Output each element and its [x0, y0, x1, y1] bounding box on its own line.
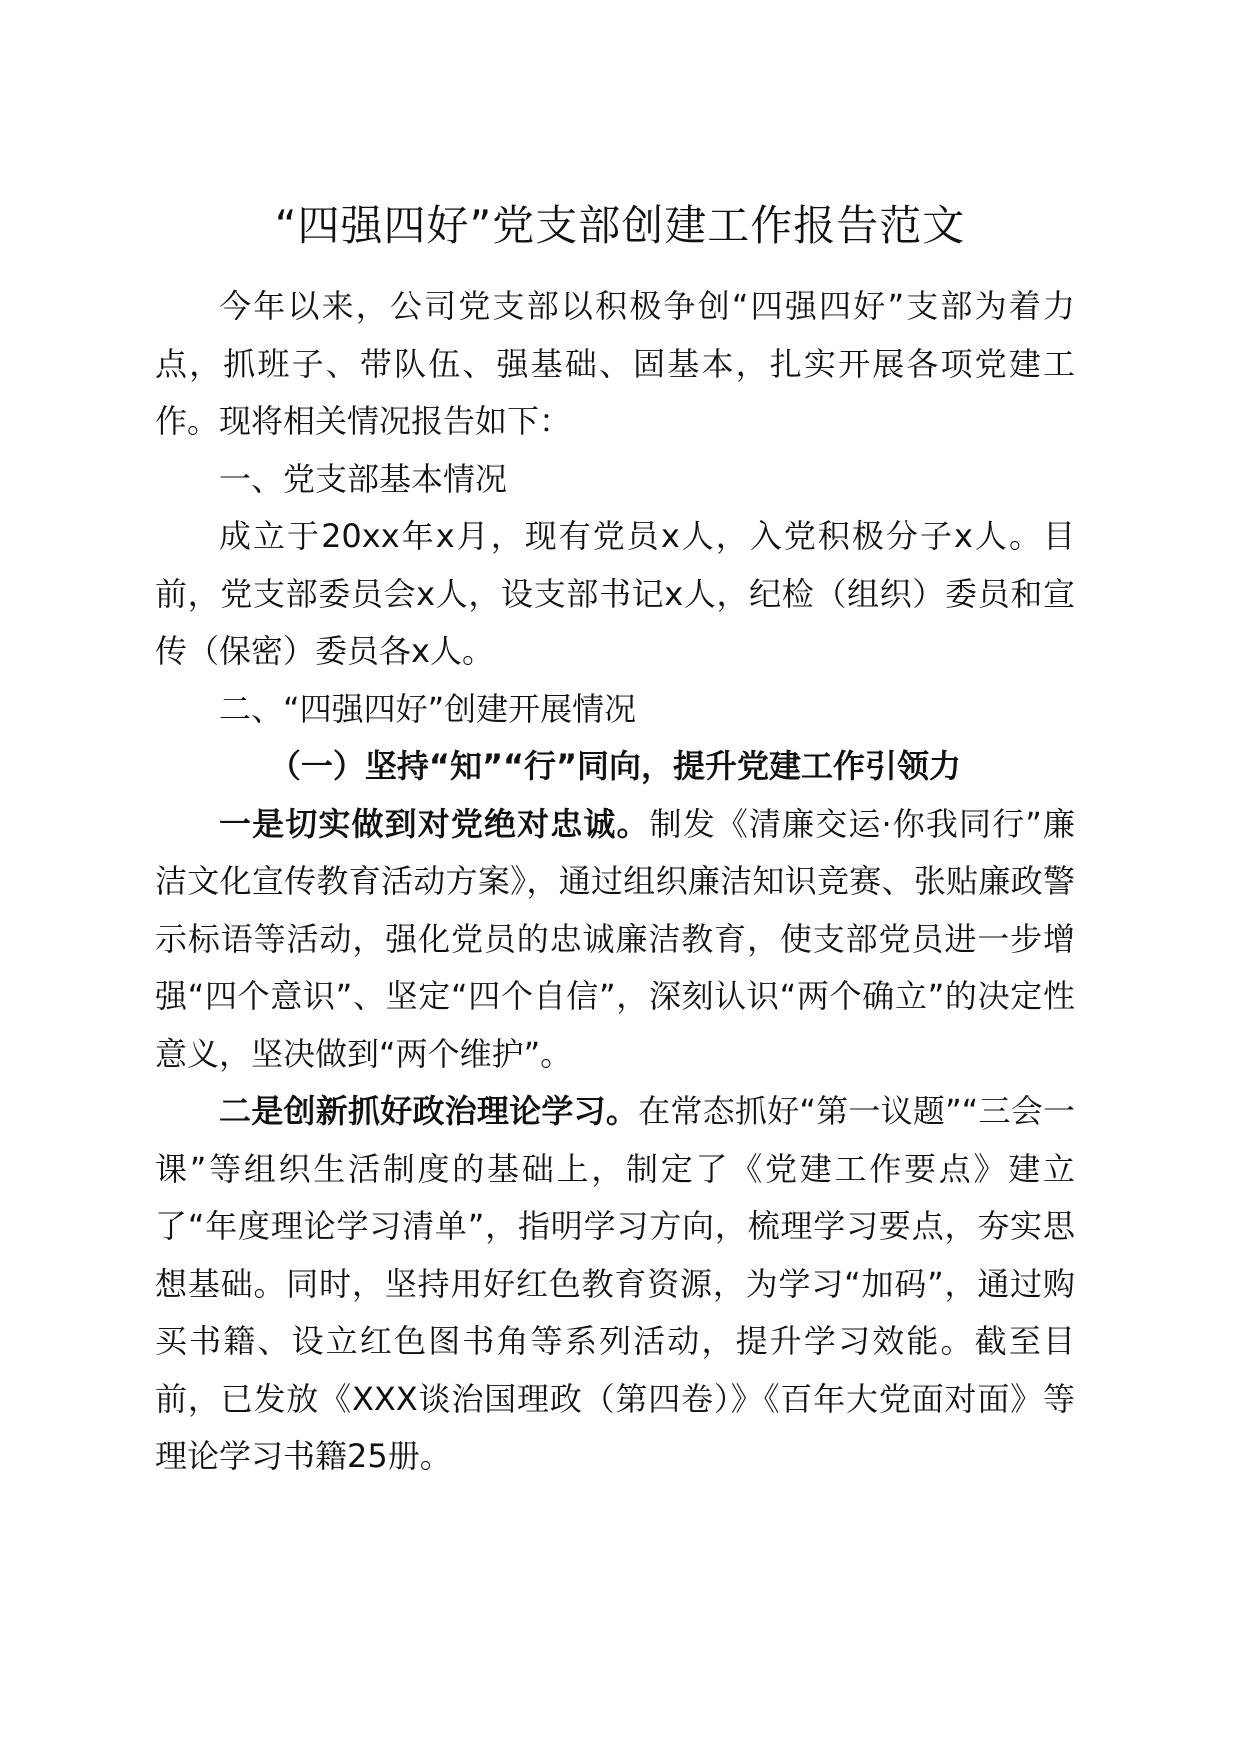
point-paragraph-1 — [155, 796, 1075, 1084]
document-body — [155, 278, 1075, 1486]
point-paragraph-2 — [155, 1083, 1075, 1486]
section-heading-creation: 二、“四强四好”创建开展情况 — [219, 689, 637, 728]
section-heading-basic-info: 一、党支部基本情况 — [219, 459, 508, 498]
point-lead-2: 二是创新抓好政治理论学习。 — [219, 1092, 639, 1130]
intro-paragraph: 今年以来，公司党支部以积极争创“四强四好”支部为着力点，抓班子、带队伍、强基础、固基本，扎实开展各项党建工作。现将相关情况报告如下： — [155, 287, 1075, 440]
subsection-heading: （一）坚持“知”“行”同向，提升党建工作引领力 — [268, 747, 962, 785]
point-text-2: 在常态抓好“第一议题”“三会一课”等组织生活制度的基础上，制定了《党建工作要点》建立了“年度理论学习清单”，指明学习方向，梳理学习要点，夯实思想基础。同时，坚持用好红色教育资源，为学习“加码”，通过购买书籍、设立红色图书角等系列活动，提升学习效能。截至目前，已发放《XXX谈治国理政（第四卷）》《百年大党面对面》等理论学习书籍25册。 — [155, 1092, 1075, 1475]
point-text-1: 制发《清廉交运·你我同行”廉洁文化宣传教育活动方案》，通过组织廉洁知识竞赛、张贴廉政警示标语等活动，强化党员的忠诚廉洁教育，使支部党员进一步增强“四个意识”、坚定“四个自信”，深刻认识“两个确立”的决定性意义，坚决做到“两个维护”。 — [155, 804, 1075, 1073]
point-lead-1: 一是切实做到对党绝对忠诚。 — [219, 804, 650, 843]
document-title: “四强四好”党支部创建工作报告范文 — [274, 201, 966, 250]
basic-info-paragraph: 成立于20xx年x月，现有党员x人，入党积极分子x人。目前，党支部委员会x人，设支部书记x人，纪检（组织）委员和宣传（保密）委员各x人。 — [155, 517, 1075, 670]
